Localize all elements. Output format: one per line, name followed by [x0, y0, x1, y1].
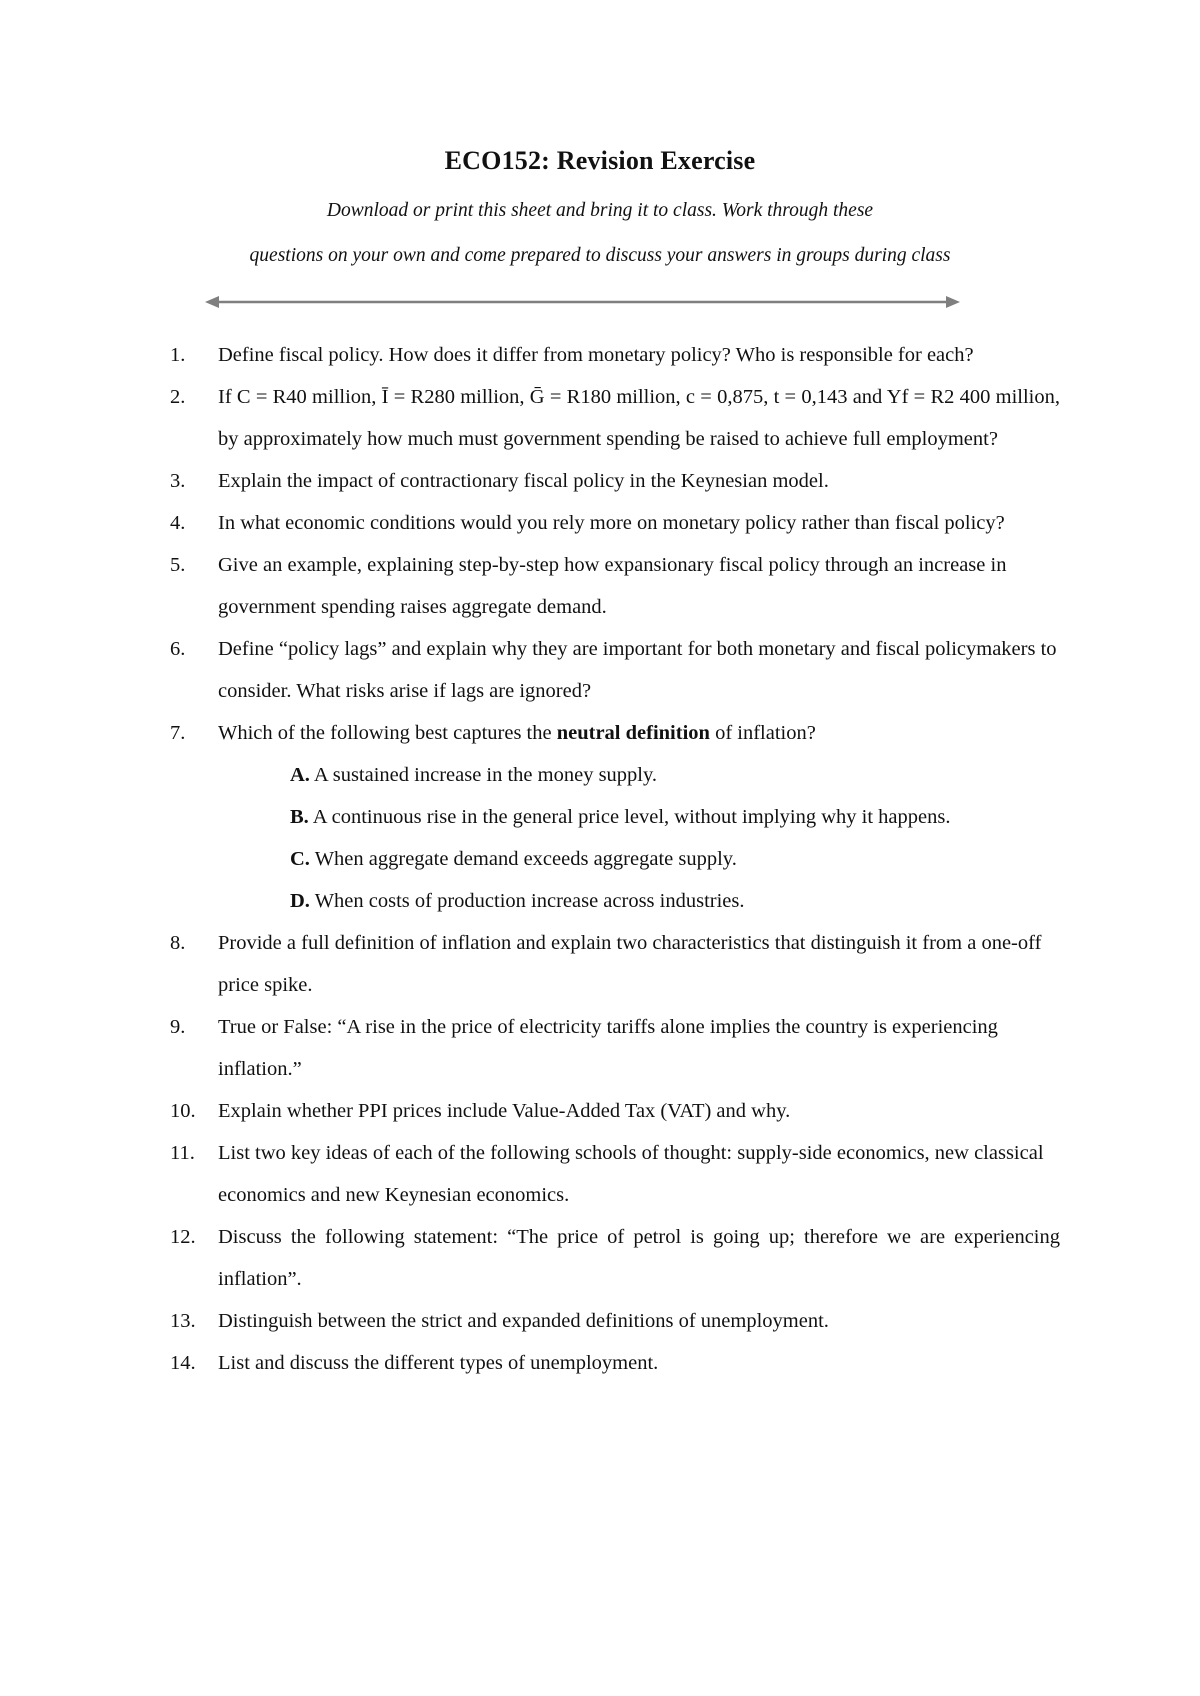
question-4: [170, 502, 1060, 544]
question-number: 13.: [170, 1310, 196, 1332]
answer-options: [218, 754, 1060, 922]
option-text: When costs of production increase across industries.: [309, 890, 745, 912]
question-number: 12.: [170, 1226, 196, 1248]
question-text: Define fiscal policy. How does it differ from monetary policy? Who is responsible for each?: [218, 344, 974, 366]
question-2: [170, 376, 1060, 460]
question-12: [170, 1216, 1060, 1300]
question-number: 6.: [170, 638, 186, 660]
double-arrow-divider-icon: [205, 294, 960, 310]
question-3: [170, 460, 1060, 502]
question-text: True or False: “A rise in the price of electricity tariffs alone implies the country is experiencing inflation.”: [218, 1016, 998, 1080]
question-text-before: Which of the following best captures the: [218, 722, 557, 744]
question-13: [170, 1300, 1060, 1342]
question-5: [170, 544, 1060, 628]
question-number: 2.: [170, 386, 186, 408]
question-number: 5.: [170, 554, 186, 576]
question-7: [170, 712, 1060, 922]
question-number: 14.: [170, 1352, 196, 1374]
question-8: [170, 922, 1060, 1006]
option-letter: C.: [290, 848, 310, 870]
option-b: [290, 796, 990, 838]
subtitle-line-1: Download or print this sheet and bring it to class. Work through these: [326, 200, 874, 221]
question-text: If C = R40 million, Ī = R280 million, Ḡ = R180 million, c = 0,875, t = 0,143 and Yf = R2 400 million, by approximately how much must government spending be raised to achieve full employment?: [218, 386, 1060, 450]
question-text: Discuss the following statement: “The price of petrol is going up; therefore we are experiencing inflation”.: [218, 1226, 1060, 1290]
option-text: A continuous rise in the general price level, without implying why it happens.: [308, 806, 951, 828]
question-number: 7.: [170, 722, 186, 744]
question-number: 10.: [170, 1100, 196, 1122]
question-number: 4.: [170, 512, 186, 534]
question-text: List and discuss the different types of unemployment.: [218, 1352, 659, 1374]
question-14: [170, 1342, 1060, 1384]
question-10: [170, 1090, 1060, 1132]
question-text: List two key ideas of each of the following schools of thought: supply-side economics, new classical economics and new Keynesian economics.: [218, 1142, 1044, 1206]
question-number: 11.: [170, 1142, 195, 1164]
question-list: [170, 334, 1060, 1384]
page-title: ECO152: Revision Exercise: [444, 146, 756, 175]
question-9: [170, 1006, 1060, 1090]
question-text: Give an example, explaining step-by-step how expansionary fiscal policy through an increase in government spending raises aggregate demand.: [218, 554, 1007, 618]
question-text: Provide a full definition of inflation and explain two characteristics that distinguish it from a one-off price spike.: [218, 932, 1042, 996]
question-number: 1.: [170, 344, 186, 366]
question-text: In what economic conditions would you rely more on monetary policy rather than fiscal policy?: [218, 512, 1005, 534]
option-d: [290, 880, 990, 922]
question-11: [170, 1132, 1060, 1216]
question-6: [170, 628, 1060, 712]
question-text: Explain whether PPI prices include Value-Added Tax (VAT) and why.: [218, 1100, 791, 1122]
option-text: A sustained increase in the money supply.: [309, 764, 658, 786]
question-text: Distinguish between the strict and expanded definitions of unemployment.: [218, 1310, 829, 1332]
question-text-emphasis: neutral definition: [556, 722, 710, 744]
option-letter: D.: [290, 890, 310, 912]
question-1: [170, 334, 1060, 376]
question-text: Define “policy lags” and explain why they are important for both monetary and fiscal policymakers to consider. What risks arise if lags are ignored?: [218, 638, 1057, 702]
option-c: [290, 838, 990, 880]
option-a: [290, 754, 990, 796]
question-number: 8.: [170, 932, 186, 954]
option-letter: A.: [290, 764, 310, 786]
subtitle-line-2: questions on your own and come prepared to discuss your answers in groups during class: [249, 245, 951, 266]
question-text: Explain the impact of contractionary fiscal policy in the Keynesian model.: [218, 470, 829, 492]
option-text: When aggregate demand exceeds aggregate supply.: [309, 848, 737, 870]
question-text: [218, 712, 1060, 754]
question-text-after: of inflation?: [709, 722, 816, 744]
option-letter: B.: [290, 806, 309, 828]
question-number: 3.: [170, 470, 186, 492]
question-number: 9.: [170, 1016, 186, 1038]
